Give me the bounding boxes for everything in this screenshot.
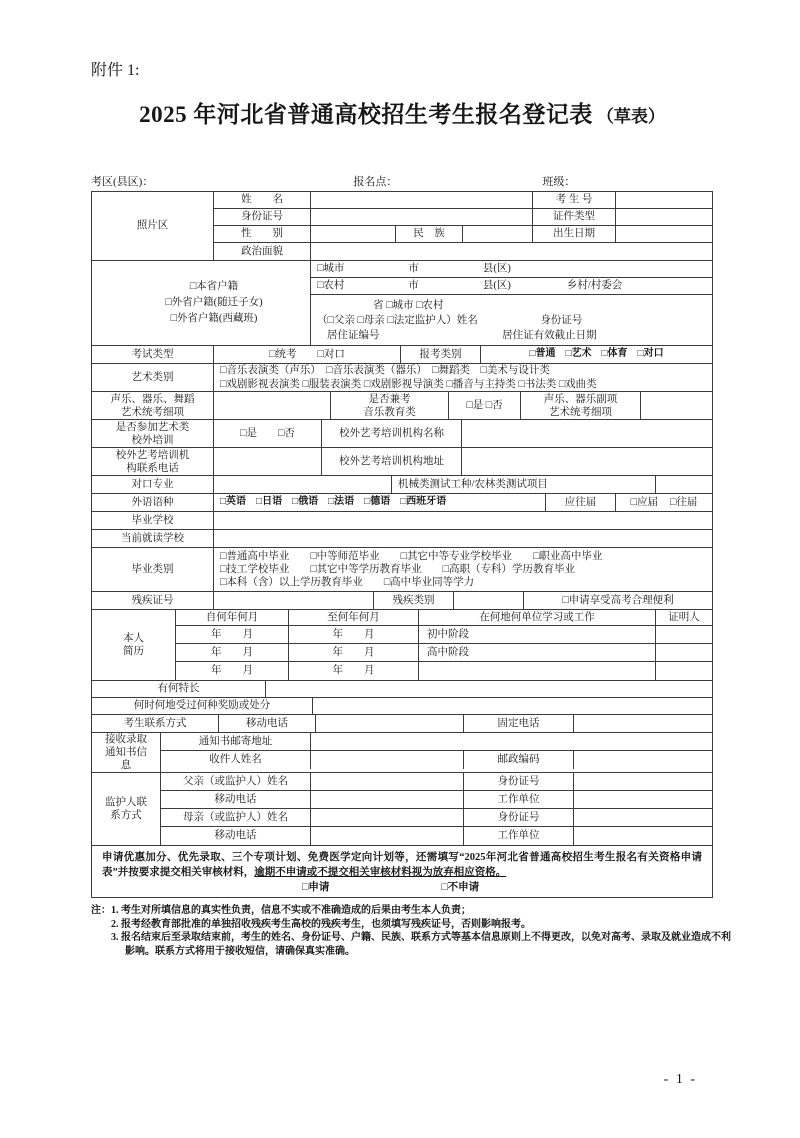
benefit-application-section [92,846,712,897]
training-phone-input-cell [214,448,322,475]
mobile-phone-label: 移动电话 [219,715,316,732]
city-suffix: 市 [408,263,419,275]
vocational-major-row [92,476,712,494]
mother-employer-input-cell [574,827,712,845]
foreign-language-label: 外语语种 [92,494,214,511]
resume-from-cell: 年 月 [176,662,289,680]
graduation-type-label: 毕业类别 [92,548,214,591]
vocational-major-label: 对口专业 [92,476,214,493]
guardian-father-row [161,773,712,791]
id-number-label: 身份证号 [214,209,311,225]
admission-notice-label: 接收录取通知书信息 [92,733,161,772]
birth-date-input-cell [616,226,712,242]
mother-id-label: 身份证号 [464,809,574,826]
training-org-name-input-cell [462,420,712,447]
graduation-school-row [92,512,712,530]
migrant-province-line[interactable]: 省 □城市 □农村 [373,299,444,311]
current-school-input-cell [214,530,712,547]
basic-info-section [92,192,712,261]
exam-type-label: 考试类型 [92,346,214,363]
resume-place-cell [419,662,656,680]
disability-type-label: 残疾类别 [374,592,454,609]
disability-cert-input-cell [214,592,374,609]
migrant-guardian-name[interactable]: （□父亲 □母亲 □法定监护人）姓名 [317,314,478,326]
resume-row-extra [176,662,712,680]
resume-header-place: 在何地何单位学习或工作 [419,610,656,625]
father-employer-label: 工作单位 [464,791,574,808]
foreign-language-row [92,494,712,512]
footnote-2: 2. 报考经教育部批准的单独招收残疾考生高校的残疾考生，也须填写残疾证号，否则影响报考。 [111,918,531,930]
resume-to-cell: 年 月 [289,644,419,661]
awards-label: 何时何地受过何种奖励或处分 [92,698,313,714]
fixed-phone-label: 固定电话 [464,715,574,732]
unified-art-exam-row [92,392,712,420]
specialty-row [92,681,712,698]
recipient-name-label: 收件人姓名 [161,751,311,769]
resume-section [92,610,712,681]
resume-witness-cell [656,644,712,661]
graduation-type-line1[interactable]: □普通高中毕业 □中等师范毕业 □其它中等专业学校毕业 □职业高中毕业 [220,550,603,562]
guardian-mother-phone-row [161,827,712,845]
postcode-input-cell [574,751,712,769]
name-input-cell [311,192,533,208]
migrant-detail-cell [311,295,712,345]
graduation-type-line3[interactable]: □本科（含）以上学历教育毕业 □高中毕业同等学力 [220,577,475,589]
village-suffix: 乡村/村委会 [566,280,623,292]
candidate-contact-label: 考生联系方式 [92,715,219,732]
secondary-art-exam-label: 声乐、器乐副项 艺术统考细项 [521,392,641,419]
mechanical-test-input-cell [656,476,712,493]
specialty-input-cell [266,681,712,697]
id-number-input-cell [311,209,533,225]
household-type-options [92,261,311,345]
resume-to-cell: 年 月 [289,662,419,680]
household-city-row [311,261,712,277]
footnote-3: 3. 报名结束后至录取结束前，考生的姓名、身份证号、户籍、民族、联系方式等基本信息原则上不得更改，以免对高考、录取及就业造成不利影响。联系方式将用于接收短信，请确保真实准确。 [111,932,731,957]
guardian-contact-label: 监护人联系方式 [92,773,161,845]
exam-type-row [92,346,712,364]
guardian-mother-row [161,809,712,827]
resume-header-to: 至何年何月 [289,610,419,625]
apply-category-options[interactable]: □普通 □艺术 □体育 □对口 [529,348,664,360]
graduation-school-input-cell [214,512,712,529]
art-category-label: 艺术类别 [92,364,214,391]
household-rural-row [311,278,712,294]
mother-mobile-label: 移动电话 [161,827,311,845]
apply-checkbox[interactable]: □申请 [302,882,330,893]
benefit-application-choices [102,881,702,895]
political-status-input-cell [311,243,712,260]
exam-accommodation-checkbox[interactable]: □申请享受高考合理便利 [562,594,674,606]
father-employer-input-cell [574,791,712,808]
mechanical-test-label: 机械类测试工种/农林类测试项目 [392,476,656,493]
father-name-label: 父亲（或监护人）姓名 [161,773,311,790]
training-org-addr-label: 校外艺考培训机构地址 [322,448,462,475]
registration-site-label: 报名点： [353,176,398,188]
mother-name-label: 母亲（或监护人）姓名 [161,809,311,826]
city-checkbox[interactable]: □城市 [317,263,345,275]
class-label: 班级： [542,176,576,188]
grad-status-label: 应往届 [546,494,616,511]
music-education-yes-no[interactable]: □是 □否 [449,392,521,419]
father-mobile-input-cell [311,791,464,808]
footnote-1: 1. 考生对所填信息的真实性负责，信息不实或不准确造成的后果由考生本人负责； [111,905,471,916]
exam-type-options[interactable]: □统考 □对口 [214,346,401,363]
guardian-contact-section [92,773,712,846]
benefit-deadline-warning: 逾期不申请或不提交相关审核材料视为放弃相应资格。 [254,867,507,878]
ethnicity-input-cell [463,226,533,242]
notice-address-input-cell [311,733,712,750]
current-grad-checkbox[interactable]: □应届 [630,496,658,508]
admission-notice-section [92,733,712,773]
graduation-school-label: 毕业学校 [92,512,214,529]
training-org-name-label: 校外艺考培训机构名称 [322,420,462,447]
resume-to-cell: 年 月 [289,626,419,643]
disability-cert-label: 残疾证号 [92,592,214,609]
candidate-contact-row [92,715,712,733]
disability-row [92,592,712,610]
resume-header-witness: 证明人 [668,611,700,623]
resume-row-senior [176,644,712,662]
apply-category-label: 报考类别 [401,346,481,363]
recipient-name-input-cell [311,751,464,769]
awards-row [92,698,712,715]
footnotes-list [111,904,731,958]
candidate-no-label: 考 生 号 [533,192,616,208]
page-number: - 1 - [663,1072,697,1087]
resume-header-row [176,610,712,626]
graduation-type-options [214,548,712,591]
fixed-phone-input-cell [574,715,712,732]
foreign-language-options[interactable]: □英语 □日语 □俄语 □法语 □德语 □西班牙语 [214,494,546,511]
page-title-sub: （草表） [596,107,665,126]
father-id-input-cell [574,773,712,790]
awards-input-cell [313,698,712,714]
art-training-row [92,420,712,448]
footnotes-prefix: 注： [91,905,111,916]
resume-label: 本人简历 [92,610,176,680]
gender-label: 性 别 [214,226,311,242]
rural-county-suffix: 县(区) [482,280,511,292]
household-option-local[interactable]: □本省户籍 [189,281,239,292]
cert-type-label: 证件类型 [533,209,616,225]
father-id-label: 身份证号 [464,773,574,790]
unified-art-exam-input-cell [214,392,331,419]
name-label: 姓 名 [214,192,311,208]
county-suffix: 县(区) [482,263,511,275]
mobile-phone-input-cell [316,715,464,732]
guardian-father-phone-row [161,791,712,809]
art-training-yes-no[interactable]: □是 □否 [214,420,322,447]
resume-header-from: 自何年何月 [176,610,289,625]
mother-name-input-cell [311,809,464,826]
unified-art-exam-label: 声乐、器乐、舞蹈 艺术统考细项 [92,392,214,419]
household-option-tibet[interactable]: □外省户籍(西藏班) [170,313,258,324]
art-training-label: 是否参加艺术类 校外培训 [92,420,214,447]
household-section [92,261,712,346]
former-grad-checkbox[interactable]: □往届 [670,496,698,508]
father-name-input-cell [311,773,464,790]
political-status-label: 政治面貌 [214,243,311,260]
postcode-label: 邮政编码 [464,751,574,769]
disability-type-input-cell [454,592,524,609]
secondary-art-exam-input-cell [641,392,712,419]
footnotes [91,904,731,958]
ethnicity-label: 民 族 [396,226,463,242]
attachment-label: 附件 1: [91,62,140,79]
resume-from-cell: 年 月 [176,644,289,661]
art-category-options [214,364,712,391]
notice-address-row [161,733,712,751]
art-category-row [92,364,712,392]
training-org-addr-input-cell [462,448,712,475]
gender-input-cell [311,226,396,242]
father-mobile-label: 移动电话 [161,791,311,808]
current-school-label: 当前就读学校 [92,530,214,547]
candidate-no-input-cell [616,192,712,208]
specialty-label: 有何特长 [92,681,266,697]
art-category-options-line1[interactable]: □音乐表演类（声乐） □音乐表演类（器乐） □舞蹈类 □美术与设计类 [220,365,550,377]
migrant-guardian-id-label: 身份证号 [540,314,583,326]
registration-table [91,191,713,898]
training-phone-row [92,448,712,476]
vocational-major-input-cell [214,476,392,493]
migrant-permit-line [317,328,597,343]
page-title-main: 2025 年河北省普通高校招生考生报名登记表 [139,102,593,127]
birth-date-label: 出生日期 [533,226,616,242]
recipient-row [161,751,712,769]
meta-line [91,173,713,189]
residence-permit-no-label: 居住证编号 [327,329,380,341]
residence-permit-expiry-label: 居住证有效截止日期 [502,329,597,341]
resume-witness-cell [656,662,712,680]
grad-status-options [616,494,712,511]
resume-place-cell: 高中阶段 [419,644,656,661]
art-category-options-line2[interactable]: □戏剧影视表演类 □服装表演类 □戏剧影视导演类 □播音与主持类 □书法类 □戏曲类 [220,378,597,390]
resume-from-cell: 年 月 [176,626,289,643]
page-title [91,96,713,129]
rural-checkbox[interactable]: □农村 [317,280,345,292]
exam-district-label: 考区(县区)： [91,176,154,188]
mother-mobile-input-cell [311,827,464,845]
household-option-migrant[interactable]: □外省户籍(随迁子女) [165,297,263,308]
photo-area-cell: 照片区 [92,192,214,260]
mother-employer-label: 工作单位 [464,827,574,845]
mother-id-input-cell [574,809,712,826]
training-phone-label: 校外艺考培训机 构联系电话 [92,448,214,475]
resume-place-cell: 初中阶段 [419,626,656,643]
cert-type-input-cell [616,209,712,225]
resume-row-junior [176,626,712,644]
migrant-guardian-line [317,313,582,328]
benefit-application-text: 申请优惠加分、优先录取、三个专项计划、免费医学定向计划等，还需填写“2025年河北省普通高校招生考生报名有关资格申请表”并按要求提交相关审核材料，逾期不申请或不提交相关审核材料视为放弃相应资格。 [102,852,702,878]
music-education-joint-label: 是否兼考 音乐教育类 [331,392,449,419]
rural-city-suffix: 市 [408,280,419,292]
notice-address-label: 通知书邮寄地址 [161,733,311,750]
not-apply-checkbox[interactable]: □不申请 [441,882,480,893]
graduation-type-line2[interactable]: □技工学校毕业 □其它中等学历教育毕业 □高职（专科）学历教育毕业 [220,563,576,575]
resume-witness-cell [656,626,712,643]
graduation-type-row [92,548,712,592]
current-school-row [92,530,712,548]
